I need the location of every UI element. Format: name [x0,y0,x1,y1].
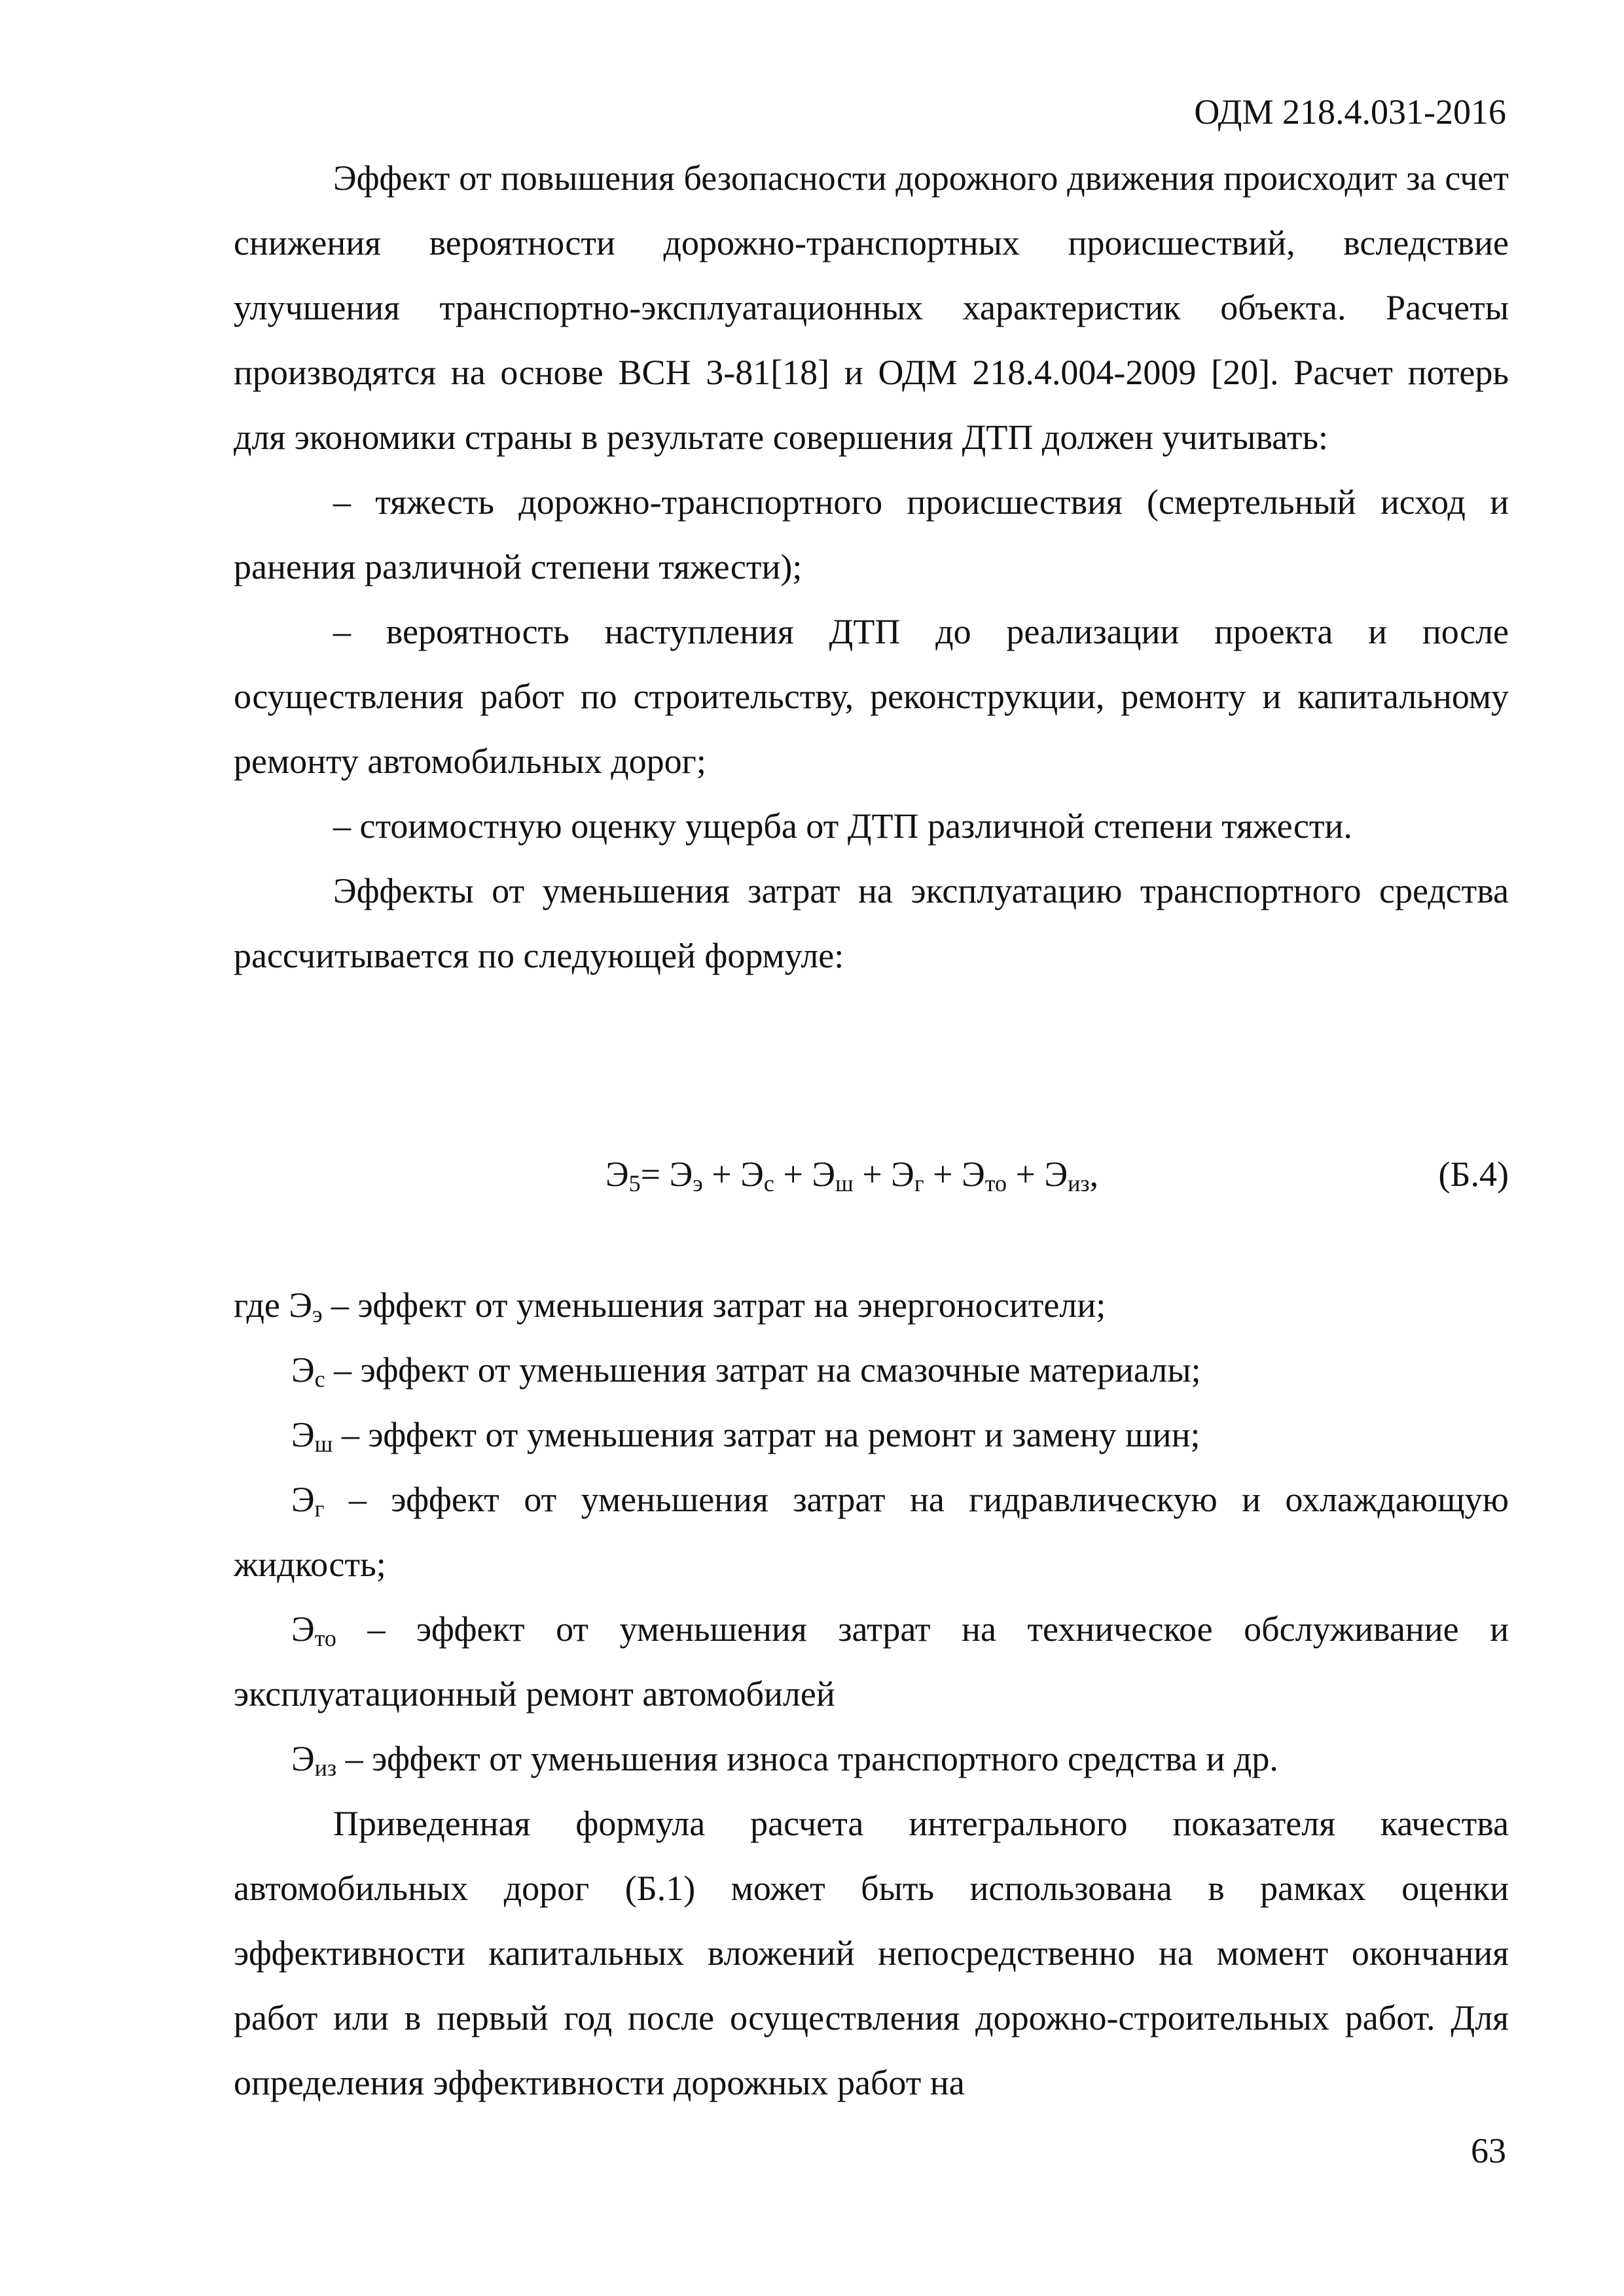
definition-e: где $Э_э$ – эффект от уменьшения затрат на энергоносители; [234,1285,1106,1327]
definition-iz: $Э_{из}$ – эффект от уменьшения износа транспортного средства и др. [291,1739,1278,1781]
formula-b4: $Э_5= Э_э + Э_с + Э_ш + Э_г + Э_{то} + Э_{из}$, [605,1155,1099,1196]
paragraph-formula-intro: Эффекты от уменьшения затрат на эксплуатацию транспортного средства рассчитывается по следующей формуле: [234,871,1509,975]
formula-number: (Б.4) [1438,1155,1509,1194]
list-item-probability: – вероятность наступления ДТП до реализации проекта и после осуществления работ по строительству, реконструкции, ремонту и капитальному ремонту автомобильных дорог; [234,612,1509,781]
document-code: ОДМ 218.4.031-2016 [1194,92,1506,132]
formula-block [234,1142,1509,1208]
formula-row [234,1142,1509,1208]
definitions-block [234,1273,1509,2115]
definition-sh: $Э_ш$ – эффект от уменьшения затрат на ремонт и замену шин; [291,1415,1200,1457]
list-item-severity: – тяжесть дорожно-транспортного происшествия (смертельный исход и ранения различной степени тяжести); [234,482,1509,586]
list-item-cost-estimate: – стоимостную оценку ущерба от ДТП различной степени тяжести. [333,806,1352,846]
definition-g: $Э_г$ – эффект от уменьшения затрат на гидравлическую и охлаждающую жидкость; [234,1480,1509,1584]
paragraph-safety-effect: Эффект от повышения безопасности дорожного движения происходит за счет снижения вероятности дорожно-транспортных происшествий, вследствие улучшения транспортно-эксплуатационных характеристик объекта. Расчеты производятся на основе ВСН 3-81[18] и ОДМ 218.4.004-2009 [20]. Расчет потерь для экономики страны в результате совершения ДТП должен учитывать: [234,158,1509,457]
top-text-block [234,146,1509,988]
definition-to: $Э_{то}$ – эффект от уменьшения затрат на техническое обслуживание и эксплуатационный ремонт автомобилей [234,1609,1509,1713]
definition-c: $Э_с$ – эффект от уменьшения затрат на смазочные материалы; [291,1350,1201,1392]
page-number: 63 [1471,2131,1506,2170]
paragraph-integral-indicator: Приведенная формула расчета интегрального показателя качества автомобильных дорог (Б.1) может быть использована в рамках оценки эффективности капитальных вложений непосредственно на момент окончания работ или в первый год после осуществления дорожно-строительных работ. Для определения эффективности дорожных работ на [234,1804,1509,2102]
